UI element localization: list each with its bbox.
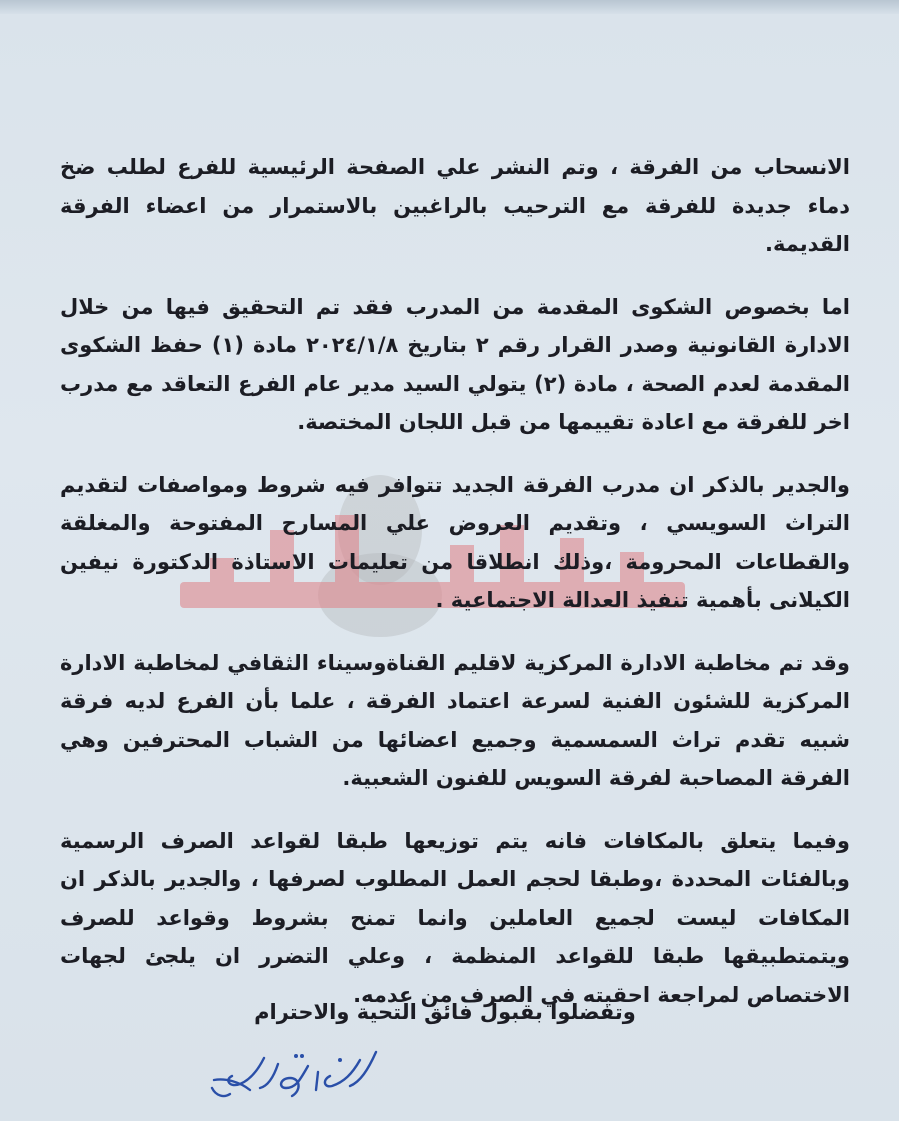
closing-line: وتفضلوا بقبول فائق التحية والاحترام — [254, 1000, 636, 1024]
paper-top-edge — [0, 0, 899, 14]
paragraph-3: والجدير بالذكر ان مدرب الفرقة الجديد تتوافر فيه شروط ومواصفات لتقديم التراث السويسي ، وتقديم العروض علي المسارح المفتوحة والمغلقة والقطاعات المحرومة ،وذلك انطلاقا من تعليمات الاستاذة الدكتورة نيفين الكيلانى بأهمية تنفيذ العدالة الاجتماعية . — [60, 472, 850, 612]
paragraph-4: وقد تم مخاطبة الادارة المركزية لاقليم القناةوسيناء الثقافي لمخاطبة الادارة المركزية للشئون الفنية لسرعة اعتماد الفرقة ، علما بأن الفرع لديه فرقة شبيه تقدم تراث السمسمية وجميع اعضائها من الشباب المحترفين وهي الفرقة المصاحبة لفرقة السويس للفنون الشعبية. — [60, 650, 850, 790]
letter-body — [60, 148, 850, 1038]
handwritten-signature-icon — [200, 1030, 390, 1110]
paragraph-2: اما بخصوص الشكوى المقدمة من المدرب فقد تم التحقيق فيها من خلال الادارة القانونية وصدر القرار رقم ٢ بتاريخ ٢٠٢٤/١/٨ مادة (١) حفظ الشكوى المقدمة لعدم الصحة ، مادة (٢) يتولي السيد مدير عام الفرع التعاقد مع مدرب اخر للفرقة مع اعادة تقييمها من قبل اللجان المختصة. — [60, 294, 850, 434]
paragraph-5: وفيما يتعلق بالمكافات فانه يتم توزيعها طبقا لقواعد الصرف الرسمية وبالفئات المحددة ،وطبقا لحجم العمل المطلوب لصرفها ، والجدير بالذكر ان المكافات ليست لجميع العاملين وانما تمنح بشروط وقواعد للصرف ويتمتطبيقها طبقا للقواعد المنظمة ، وعلي التضرر ان يلجئ لجهات الاختصاص لمراجعة احقيته في الصرف من عدمه. — [60, 828, 850, 1007]
paragraph-1: الانسحاب من الفرقة ، وتم النشر علي الصفحة الرئيسية للفرع لطلب ضخ دماء جديدة للفرقة مع الترحيب بالراغبين بالاستمرار من اعضاء الفرقة القديمة. — [60, 155, 850, 256]
